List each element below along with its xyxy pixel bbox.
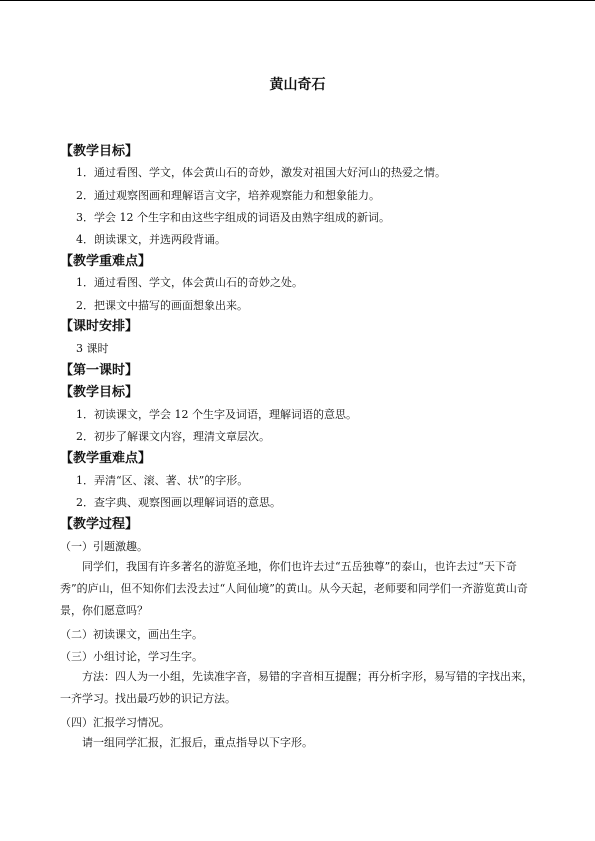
process-step-3-text: 方法：四人为一小组，先读准字音，易错的字音相互提醒；再分析字形，易写错的字找出来，一齐学习。找出最巧妙的识记方法。 <box>60 670 533 705</box>
heading-schedule: 【课时安排】 <box>60 319 139 334</box>
list-item: 1．通过看图、学文，体会黄山石的奇妙，激发对祖国大好河山的热爱之情。 <box>76 166 446 179</box>
process-step-1-text: 同学们，我国有许多著名的游览圣地，你们也许去过“五岳独尊”的泰山，也许去过“天下奇秀”的庐山，但不知你们去没去过“人间仙境”的黄山。从今天起，老师要和同学们一齐游览黄山奇景，你们愿意吗？ <box>60 560 528 617</box>
heading-lesson-one: 【第一课时】 <box>60 363 139 378</box>
process-step-1: （一）引题激趣。 <box>60 540 148 553</box>
heading-key-points: 【教学重难点】 <box>60 254 152 269</box>
process-step-2: （二）初读课文，画出生字。 <box>60 628 203 641</box>
list-item: 2．把课文中描写的画面想象出来。 <box>76 299 248 312</box>
page-title: 黄山奇石 <box>269 77 326 93</box>
process-step-4: （四）汇报学习情况。 <box>60 716 170 729</box>
list-item: 2．通过观察图画和理解语言文字，培养观察能力和想象能力。 <box>76 189 380 202</box>
list-item: 1．初读课文，学会 12 个生字及词语，理解词语的意思。 <box>76 408 357 421</box>
heading-process: 【教学过程】 <box>60 517 139 532</box>
list-item: 2．查字典、观察图画以理解词语的意思。 <box>76 496 281 509</box>
process-step-3: （三）小组讨论，学习生字。 <box>60 650 203 663</box>
schedule-text: 3 课时 <box>76 342 109 355</box>
list-item: 1．通过看图、学文，体会黄山石的奇妙之处。 <box>76 276 303 289</box>
heading-lesson-one-key: 【教学重难点】 <box>60 451 152 466</box>
process-step-4-text: 请一组同学汇报，汇报后，重点指导以下字形。 <box>82 736 313 749</box>
list-item: 1．弄清“区、滚、著、状”的字形。 <box>76 474 249 487</box>
list-item: 4．朗读课文，并选两段背诵。 <box>76 233 226 246</box>
list-item: 2．初步了解课文内容，理清文章层次。 <box>76 430 270 443</box>
list-item: 3．学会 12 个生字和由这些字组成的词语及由熟字组成的新词。 <box>76 211 390 224</box>
heading-lesson-one-goals: 【教学目标】 <box>60 385 139 400</box>
heading-teaching-goals: 【教学目标】 <box>60 144 139 159</box>
